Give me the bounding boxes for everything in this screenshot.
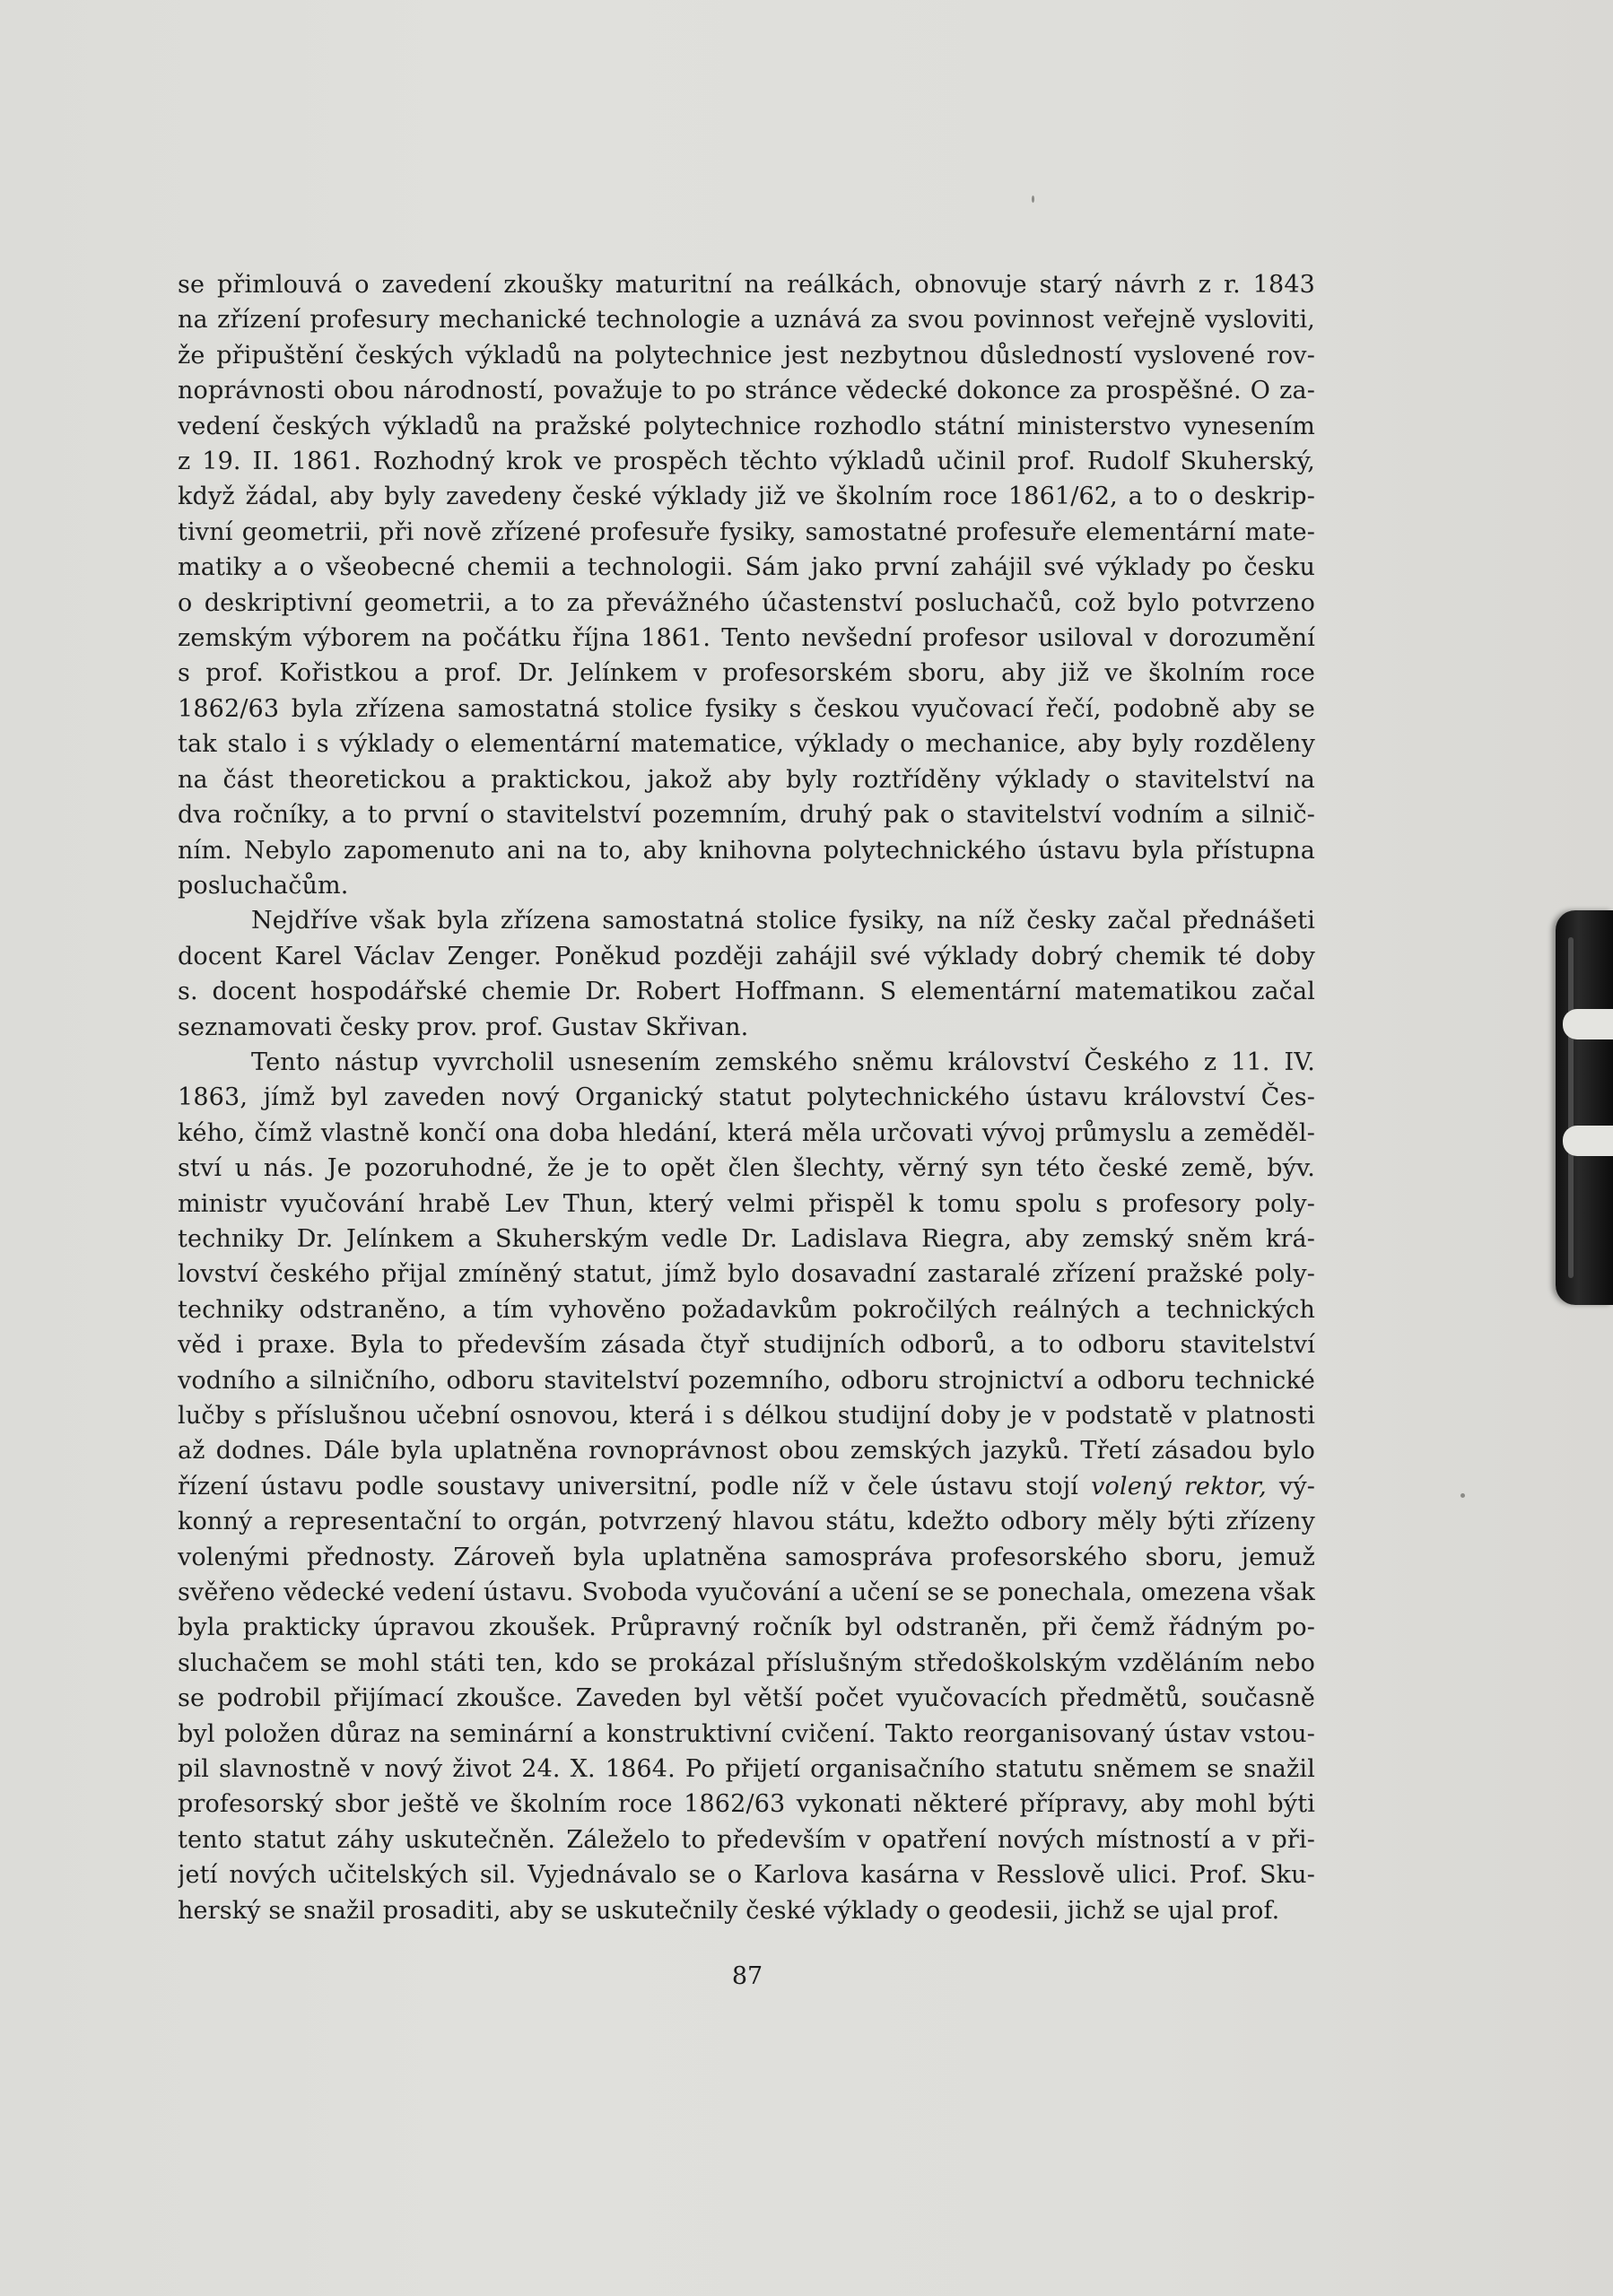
text-line: dva ročníky, a to první o stavitelství pozemním, druhý pak o stavitelství vodním a silnič- [178, 801, 1315, 830]
text-line: ství u nás. Je pozoruhodné, že je to opět člen šlechty, věrný syn této české země, býv. [178, 1154, 1315, 1183]
text-line: docent Karel Václav Zenger. Poněkud později zahájil své výklady dobrý chemik té doby [178, 942, 1315, 970]
text-line: vodního a silničního, odboru stavitelství pozemního, odboru strojnictví a odboru technické [178, 1366, 1315, 1395]
text-line: volenými přednosty. Zároveň byla uplatněna samospráva profesorského sboru, jemuž [178, 1543, 1315, 1571]
text-line: se podrobil přijímací zkoušce. Zaveden byl větší počet vyučovacích předmětů, současně [178, 1684, 1315, 1713]
text-line: věd i praxe. Byla to především zásada čtyř studijních odborů, a to odboru stavitelství [178, 1331, 1315, 1360]
text-line: seznamovati česky prov. prof. Gustav Skřivan. [178, 1013, 749, 1041]
paper-speck [1032, 196, 1034, 203]
text-line: řízení ústavu podle soustavy universitní, podle níž v čele ústavu stojí volený rektor, vý- [178, 1472, 1315, 1500]
text-line: s. docent hospodářské chemie Dr. Robert Hoffmann. S elementární matematikou začal [178, 978, 1315, 1006]
text-line: svěřeno vědecké vedení ústavu. Svoboda vyučování a učení se se ponechala, omezena však [178, 1578, 1315, 1607]
text-line: tivní geometrii, při nově zřízené profesuře fysiky, samostatné profesuře elementární mate- [178, 517, 1315, 546]
text-line: s prof. Kořistkou a prof. Dr. Jelínkem v profesorském sboru, aby již ve školním roce [178, 659, 1315, 688]
text-line: zemským výborem na počátku října 1861. Tento nevšední profesor usiloval v dorozumění [178, 624, 1315, 653]
body-text [178, 267, 1315, 1928]
text-line: byla prakticky úpravou zkoušek. Průpravný ročník byl odstraněn, při čemž řádným po- [178, 1613, 1315, 1642]
text-line: až dodnes. Dále byla uplatněna rovnoprávnost obou zemských jazyků. Třetí zásadou bylo [178, 1437, 1315, 1465]
text-line: Nejdříve však byla zřízena samostatná stolice fysiky, na níž česky začal přednášeti [251, 907, 1315, 935]
text-line: že připuštění českých výkladů na polytechnice jest nezbytnou důsledností vyslovené rov- [178, 341, 1315, 370]
text-line: kého, čímž vlastně končí ona doba hledání, která měla určovati vývoj průmyslu a zeměděl- [178, 1118, 1315, 1147]
paper-speck [1460, 1493, 1465, 1498]
text-line: tak stalo i s výklady o elementární matematice, výklady o mechanice, aby byly rozděleny [178, 730, 1315, 759]
text-line: noprávnosti obou národností, považuje to po stránce vědecké dokonce za prospěšné. O za- [178, 377, 1315, 405]
text-line: konný a representační to orgán, potvrzený hlavou státu, kdežto odbory měly býti zřízeny [178, 1508, 1315, 1536]
text-line: techniky Dr. Jelínkem a Skuherským vedle Dr. Ladislava Riegra, aby zemský sněm krá- [178, 1224, 1315, 1253]
text-line: 1863, jímž byl zaveden nový Organický statut polytechnického ústavu království Čes- [178, 1083, 1315, 1112]
text-line: o deskriptivní geometrii, a to za převážného účastenství posluchačů, což bylo potvrzeno [178, 588, 1315, 617]
text-line: profesorský sbor ještě ve školním roce 1862/63 vykonati některé přípravy, aby mohl býti [178, 1790, 1315, 1819]
text-line: vedení českých výkladů na pražské polytechnice rozhodlo státní ministerstvo vynesením [178, 412, 1315, 440]
text-line: posluchačům. [178, 871, 349, 900]
text-line: ministr vyučování hrabě Lev Thun, který velmi přispěl k tomu spolu s profesory poly- [178, 1189, 1315, 1218]
text-line: sluchačem se mohl státi ten, kdo se prokázal příslušným středoškolským vzděláním nebo [178, 1648, 1315, 1677]
clip-highlight [1568, 937, 1574, 1278]
text-line: matiky a o všeobecné chemii a technologii. Sám jako první zahájil své výklady po česku [178, 553, 1315, 582]
text-line: lučby s příslušnou učební osnovou, která i s délkou studijní doby je v podstatě v platnosti [178, 1402, 1315, 1430]
text-line: pil slavnostně v nový život 24. X. 1864. Po přijetí organisačního statutu sněmem se snažil [178, 1755, 1315, 1784]
clip-notch [1563, 1009, 1613, 1039]
text-line: herský se snažil prosaditi, aby se uskutečnily české výklady o geodesii, jichž se ujal prof. [178, 1896, 1280, 1925]
text-line: z 19. II. 1861. Rozhodný krok ve prospěch těchto výkladů učinil prof. Rudolf Skuherský, [178, 448, 1315, 476]
binding-clip [1556, 910, 1613, 1305]
text-line: lovství českého přijal zmíněný statut, jímž bylo dosavadní zastaralé zřízení pražské poly- [178, 1260, 1315, 1289]
text-line: byl položen důraz na seminární a konstruktivní cvičení. Takto reorganisovaný ústav vstou- [178, 1719, 1315, 1748]
text-line: Tento nástup vyvrcholil usnesením zemského sněmu království Českého z 11. IV. [251, 1048, 1315, 1076]
text-line: jetí nových učitelských sil. Vyjednávalo se o Karlova kasárna v Resslově ulici. Prof. Sku- [178, 1861, 1315, 1890]
text-line: 1862/63 byla zřízena samostatná stolice fysiky s českou vyučovací řečí, podobně aby se [178, 694, 1315, 723]
text-line: se přimlouvá o zavedení zkoušky maturitní na reálkách, obnovuje starý návrh z r. 1843 [178, 271, 1315, 299]
text-line: na zřízení profesury mechanické technologie a uznává za svou povinnost veřejně vysloviti, [178, 306, 1315, 335]
page-number: 87 [731, 1962, 763, 1990]
clip-notch [1563, 1126, 1613, 1156]
text-line: techniky odstraněno, a tím vyhověno požadavkům pokročilých reálných a technických [178, 1295, 1315, 1324]
text-line: na část theoretickou a praktickou, jakož aby byly roztříděny výklady o stavitelství na [178, 765, 1315, 794]
text-line: ním. Nebylo zapomenuto ani na to, aby knihovna polytechnického ústavu byla přístupna [178, 836, 1315, 865]
text-line: když žádal, aby byly zavedeny české výklady již ve školním roce 1861/62, a to o deskrip- [178, 483, 1315, 511]
text-line: tento statut záhy uskutečněn. Záleželo to především v opatření nových místností a v při- [178, 1825, 1315, 1854]
